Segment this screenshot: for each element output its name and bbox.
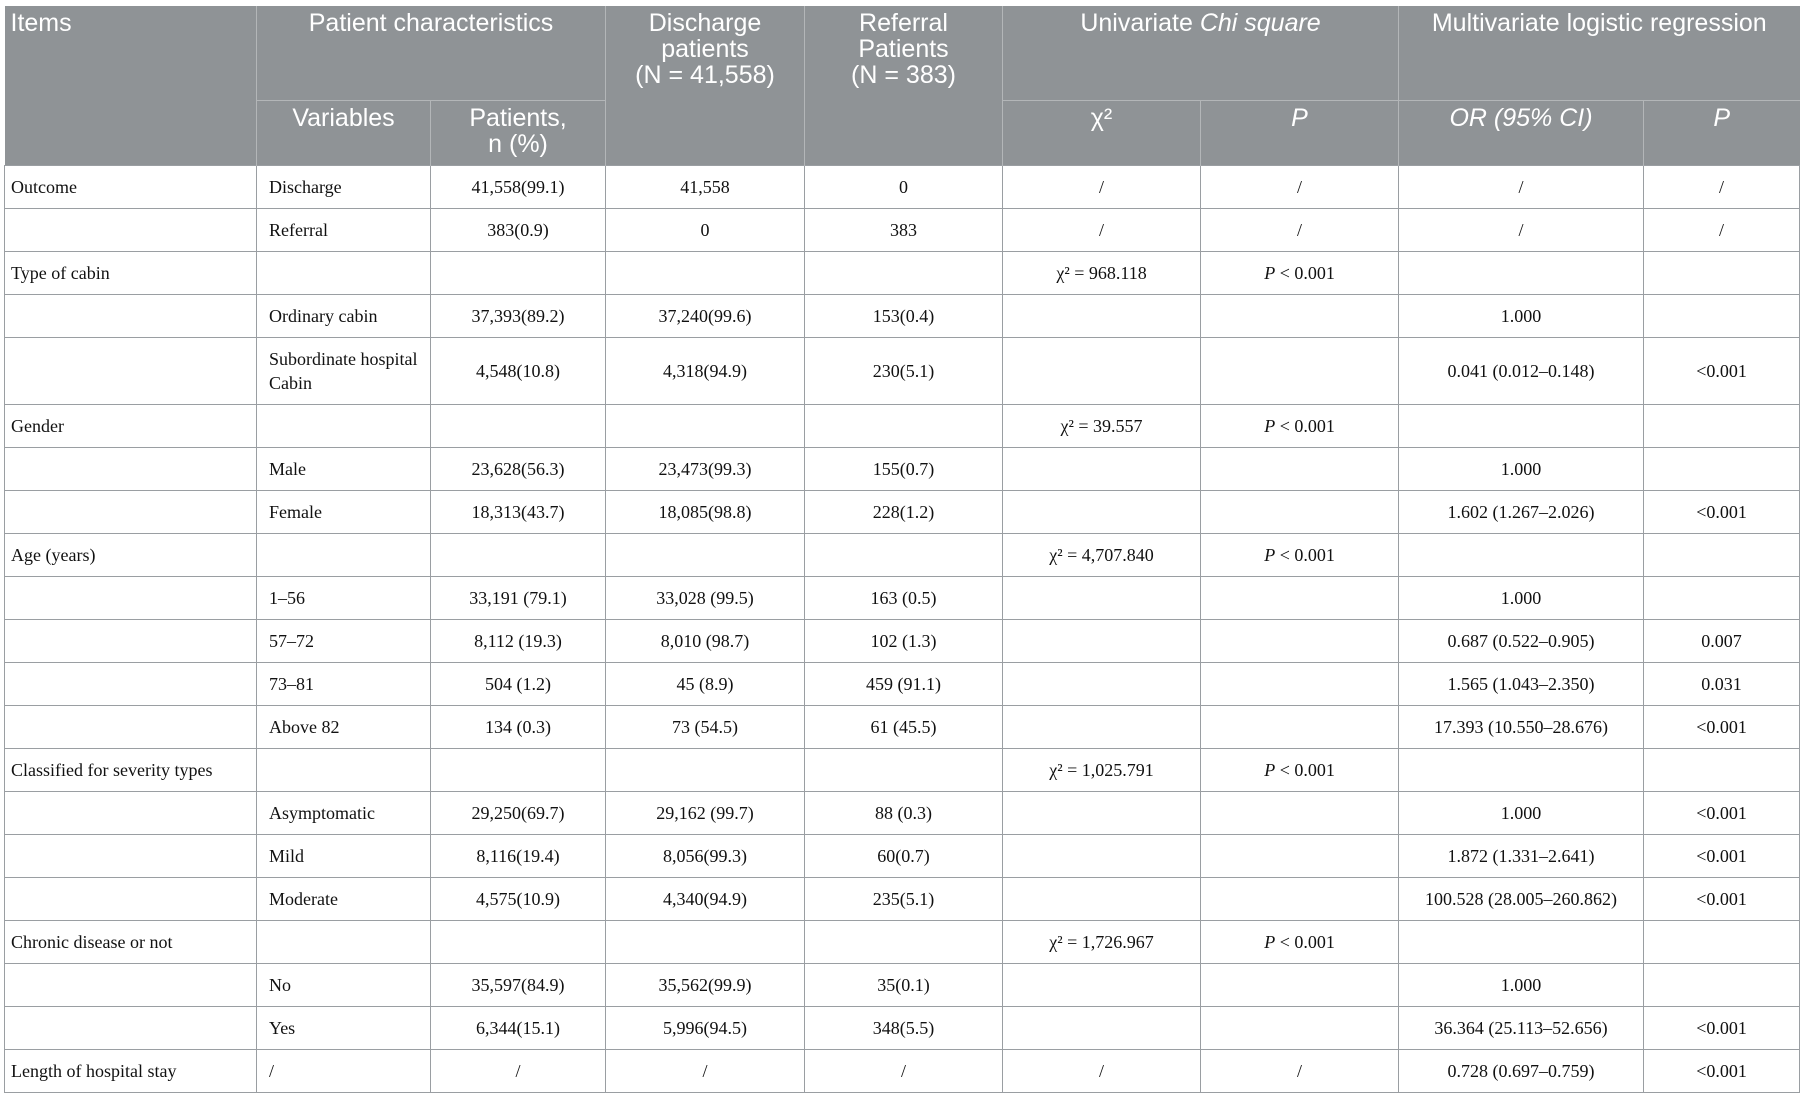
cell-discharge: / xyxy=(606,1050,805,1093)
cell-chi2 xyxy=(1003,878,1201,921)
cell-patients xyxy=(431,534,606,577)
cell-p2: / xyxy=(1644,166,1800,209)
cell-item xyxy=(5,577,257,620)
header-discharge-patients xyxy=(606,6,805,166)
cell-item xyxy=(5,209,257,252)
cell-chi2 xyxy=(1003,338,1201,405)
cell-referral xyxy=(805,534,1003,577)
cell-variable: Moderate xyxy=(257,878,431,921)
cell-p xyxy=(1201,338,1399,405)
cell-referral: 348(5.5) xyxy=(805,1007,1003,1050)
cell-patients: 8,116(19.4) xyxy=(431,835,606,878)
cell-patients: 4,548(10.8) xyxy=(431,338,606,405)
cell-p2 xyxy=(1644,448,1800,491)
header-p2: P xyxy=(1644,101,1800,166)
cell-chi2: / xyxy=(1003,1050,1201,1093)
cell-discharge: 41,558 xyxy=(606,166,805,209)
cell-or-ci: 1.000 xyxy=(1399,448,1644,491)
cell-p: / xyxy=(1201,209,1399,252)
table-row xyxy=(5,448,1800,491)
cell-variable xyxy=(257,749,431,792)
header-discharge-line1: Discharge xyxy=(648,9,762,37)
table-row xyxy=(5,835,1800,878)
cell-discharge: 18,085(98.8) xyxy=(606,491,805,534)
cell-discharge: 4,318(94.9) xyxy=(606,338,805,405)
cell-patients: 504 (1.2) xyxy=(431,663,606,706)
cell-or-ci: 17.393 (10.550–28.676) xyxy=(1399,706,1644,749)
header-p: P xyxy=(1201,101,1399,166)
table-row xyxy=(5,620,1800,663)
results-table xyxy=(4,6,1800,1093)
table-row xyxy=(5,878,1800,921)
cell-item xyxy=(5,491,257,534)
cell-item: Chronic disease or not xyxy=(5,921,257,964)
cell-item xyxy=(5,295,257,338)
cell-or-ci xyxy=(1399,749,1644,792)
cell-p xyxy=(1201,792,1399,835)
cell-patients xyxy=(431,405,606,448)
cell-patients: 4,575(10.9) xyxy=(431,878,606,921)
cell-or-ci: / xyxy=(1399,209,1644,252)
header-referral-line1: Referral xyxy=(859,9,948,37)
cell-variable xyxy=(257,252,431,295)
table-row xyxy=(5,577,1800,620)
cell-p2: <0.001 xyxy=(1644,792,1800,835)
cell-patients xyxy=(431,749,606,792)
table-row xyxy=(5,166,1800,209)
cell-variable xyxy=(257,405,431,448)
header-patients-line1: Patients, xyxy=(469,104,567,132)
cell-p: P < 0.001 xyxy=(1201,921,1399,964)
cell-discharge: 5,996(94.5) xyxy=(606,1007,805,1050)
cell-p2: 0.007 xyxy=(1644,620,1800,663)
cell-chi2 xyxy=(1003,835,1201,878)
cell-discharge xyxy=(606,252,805,295)
cell-referral: 88 (0.3) xyxy=(805,792,1003,835)
header-discharge-n: (N = 41,558) xyxy=(635,61,775,89)
cell-p2: <0.001 xyxy=(1644,706,1800,749)
cell-or-ci: 0.041 (0.012–0.148) xyxy=(1399,338,1644,405)
cell-patients xyxy=(431,921,606,964)
cell-p2: <0.001 xyxy=(1644,1007,1800,1050)
cell-referral: 35(0.1) xyxy=(805,964,1003,1007)
results-table-container xyxy=(4,6,1799,1093)
cell-p: P < 0.001 xyxy=(1201,252,1399,295)
header-discharge-line2: patients xyxy=(661,35,749,63)
cell-p2 xyxy=(1644,921,1800,964)
cell-or-ci xyxy=(1399,252,1644,295)
table-row xyxy=(5,534,1800,577)
table-row xyxy=(5,1007,1800,1050)
cell-patients: 23,628(56.3) xyxy=(431,448,606,491)
cell-or-ci xyxy=(1399,534,1644,577)
cell-chi2: / xyxy=(1003,166,1201,209)
cell-p xyxy=(1201,577,1399,620)
cell-referral xyxy=(805,749,1003,792)
cell-referral xyxy=(805,252,1003,295)
cell-variable xyxy=(257,921,431,964)
cell-p xyxy=(1201,1007,1399,1050)
cell-chi2: / xyxy=(1003,209,1201,252)
cell-item xyxy=(5,835,257,878)
table-row xyxy=(5,792,1800,835)
cell-p: P < 0.001 xyxy=(1201,405,1399,448)
cell-p2: <0.001 xyxy=(1644,878,1800,921)
table-row xyxy=(5,706,1800,749)
cell-p2 xyxy=(1644,964,1800,1007)
cell-variable: Male xyxy=(257,448,431,491)
cell-referral xyxy=(805,921,1003,964)
cell-discharge: 73 (54.5) xyxy=(606,706,805,749)
cell-referral: 153(0.4) xyxy=(805,295,1003,338)
cell-discharge: 35,562(99.9) xyxy=(606,964,805,1007)
cell-patients: / xyxy=(431,1050,606,1093)
cell-chi2 xyxy=(1003,491,1201,534)
cell-or-ci: 1.565 (1.043–2.350) xyxy=(1399,663,1644,706)
header-variables: Variables xyxy=(257,101,431,166)
cell-discharge xyxy=(606,534,805,577)
cell-item xyxy=(5,1007,257,1050)
table-row xyxy=(5,964,1800,1007)
cell-chi2: χ² = 4,707.840 xyxy=(1003,534,1201,577)
cell-chi2: χ² = 968.118 xyxy=(1003,252,1201,295)
cell-patients: 383(0.9) xyxy=(431,209,606,252)
cell-p2: <0.001 xyxy=(1644,491,1800,534)
cell-chi2: χ² = 39.557 xyxy=(1003,405,1201,448)
cell-or-ci: 0.687 (0.522–0.905) xyxy=(1399,620,1644,663)
cell-referral: 228(1.2) xyxy=(805,491,1003,534)
cell-chi2 xyxy=(1003,706,1201,749)
cell-item xyxy=(5,964,257,1007)
cell-or-ci: 1.000 xyxy=(1399,964,1644,1007)
cell-or-ci: 1.000 xyxy=(1399,792,1644,835)
cell-chi2 xyxy=(1003,792,1201,835)
cell-discharge: 45 (8.9) xyxy=(606,663,805,706)
cell-patients: 33,191 (79.1) xyxy=(431,577,606,620)
cell-patients: 6,344(15.1) xyxy=(431,1007,606,1050)
cell-variable: Ordinary cabin xyxy=(257,295,431,338)
cell-p xyxy=(1201,620,1399,663)
cell-p2 xyxy=(1644,295,1800,338)
cell-variable: 57–72 xyxy=(257,620,431,663)
cell-discharge: 29,162 (99.7) xyxy=(606,792,805,835)
cell-p xyxy=(1201,295,1399,338)
cell-referral: 230(5.1) xyxy=(805,338,1003,405)
cell-p2: <0.001 xyxy=(1644,1050,1800,1093)
cell-p2: <0.001 xyxy=(1644,835,1800,878)
cell-variable: Mild xyxy=(257,835,431,878)
cell-or-ci: 36.364 (25.113–52.656) xyxy=(1399,1007,1644,1050)
cell-referral: 163 (0.5) xyxy=(805,577,1003,620)
cell-item: Length of hospital stay xyxy=(5,1050,257,1093)
cell-referral: 155(0.7) xyxy=(805,448,1003,491)
cell-p xyxy=(1201,964,1399,1007)
cell-variable: Referral xyxy=(257,209,431,252)
cell-p xyxy=(1201,878,1399,921)
cell-item xyxy=(5,706,257,749)
header-referral-n: (N = 383) xyxy=(851,61,956,89)
cell-p: P < 0.001 xyxy=(1201,534,1399,577)
cell-item xyxy=(5,338,257,405)
cell-patients: 35,597(84.9) xyxy=(431,964,606,1007)
cell-patients: 18,313(43.7) xyxy=(431,491,606,534)
cell-discharge xyxy=(606,749,805,792)
cell-discharge: 8,056(99.3) xyxy=(606,835,805,878)
cell-p xyxy=(1201,706,1399,749)
table-header xyxy=(5,6,1800,166)
cell-item: Gender xyxy=(5,405,257,448)
header-or-ci: OR (95% CI) xyxy=(1399,101,1644,166)
cell-p2 xyxy=(1644,534,1800,577)
cell-p: / xyxy=(1201,166,1399,209)
cell-p2 xyxy=(1644,749,1800,792)
table-row xyxy=(5,405,1800,448)
cell-variable: 73–81 xyxy=(257,663,431,706)
table-row xyxy=(5,749,1800,792)
table-row xyxy=(5,663,1800,706)
cell-variable: Above 82 xyxy=(257,706,431,749)
cell-p: P < 0.001 xyxy=(1201,749,1399,792)
cell-p: / xyxy=(1201,1050,1399,1093)
cell-or-ci: 0.728 (0.697–0.759) xyxy=(1399,1050,1644,1093)
cell-item xyxy=(5,448,257,491)
cell-patients: 29,250(69.7) xyxy=(431,792,606,835)
table-body xyxy=(5,166,1800,1093)
table-row xyxy=(5,209,1800,252)
cell-variable xyxy=(257,534,431,577)
cell-or-ci xyxy=(1399,921,1644,964)
cell-patients: 134 (0.3) xyxy=(431,706,606,749)
header-chi2: χ² xyxy=(1003,101,1201,166)
cell-chi2 xyxy=(1003,620,1201,663)
cell-item: Outcome xyxy=(5,166,257,209)
cell-discharge: 23,473(99.3) xyxy=(606,448,805,491)
cell-patients: 37,393(89.2) xyxy=(431,295,606,338)
cell-referral xyxy=(805,405,1003,448)
cell-discharge: 4,340(94.9) xyxy=(606,878,805,921)
header-patient-characteristics: Patient characteristics xyxy=(257,6,606,101)
cell-item xyxy=(5,878,257,921)
cell-chi2 xyxy=(1003,295,1201,338)
cell-referral: 0 xyxy=(805,166,1003,209)
cell-p2: / xyxy=(1644,209,1800,252)
cell-or-ci: 1.000 xyxy=(1399,295,1644,338)
header-univariate xyxy=(1003,6,1399,101)
cell-or-ci: 1.000 xyxy=(1399,577,1644,620)
cell-variable: 1–56 xyxy=(257,577,431,620)
cell-referral: 383 xyxy=(805,209,1003,252)
cell-discharge xyxy=(606,405,805,448)
header-univariate-prefix: Univariate xyxy=(1080,9,1200,37)
cell-chi2 xyxy=(1003,663,1201,706)
cell-p xyxy=(1201,835,1399,878)
cell-referral: 235(5.1) xyxy=(805,878,1003,921)
cell-p2: <0.001 xyxy=(1644,338,1800,405)
cell-or-ci xyxy=(1399,405,1644,448)
cell-patients: 41,558(99.1) xyxy=(431,166,606,209)
cell-p2 xyxy=(1644,405,1800,448)
header-multivariate: Multivariate logistic regression xyxy=(1399,6,1800,101)
cell-p2 xyxy=(1644,577,1800,620)
cell-variable: / xyxy=(257,1050,431,1093)
cell-chi2: χ² = 1,726.967 xyxy=(1003,921,1201,964)
cell-variable: No xyxy=(257,964,431,1007)
header-univariate-italic: Chi square xyxy=(1199,9,1321,37)
cell-variable: Subordinate hospital Cabin xyxy=(257,338,431,405)
cell-p xyxy=(1201,663,1399,706)
cell-p xyxy=(1201,448,1399,491)
cell-discharge: 33,028 (99.5) xyxy=(606,577,805,620)
cell-referral: 61 (45.5) xyxy=(805,706,1003,749)
cell-item xyxy=(5,620,257,663)
cell-discharge: 8,010 (98.7) xyxy=(606,620,805,663)
cell-item: Age (years) xyxy=(5,534,257,577)
cell-variable: Asymptomatic xyxy=(257,792,431,835)
cell-referral: 102 (1.3) xyxy=(805,620,1003,663)
cell-p xyxy=(1201,491,1399,534)
cell-or-ci: / xyxy=(1399,166,1644,209)
cell-item: Type of cabin xyxy=(5,252,257,295)
cell-or-ci: 1.602 (1.267–2.026) xyxy=(1399,491,1644,534)
table-row xyxy=(5,252,1800,295)
cell-referral: 459 (91.1) xyxy=(805,663,1003,706)
cell-or-ci: 1.872 (1.331–2.641) xyxy=(1399,835,1644,878)
cell-item xyxy=(5,663,257,706)
cell-patients xyxy=(431,252,606,295)
cell-variable: Yes xyxy=(257,1007,431,1050)
cell-or-ci: 100.528 (28.005–260.862) xyxy=(1399,878,1644,921)
cell-referral: 60(0.7) xyxy=(805,835,1003,878)
header-referral-line2: Patients xyxy=(858,35,949,63)
cell-p2: 0.031 xyxy=(1644,663,1800,706)
header-items: Items xyxy=(5,6,257,166)
cell-item xyxy=(5,792,257,835)
cell-chi2 xyxy=(1003,964,1201,1007)
cell-chi2 xyxy=(1003,448,1201,491)
table-row xyxy=(5,338,1800,405)
header-patients-n xyxy=(431,101,606,166)
cell-p2 xyxy=(1644,252,1800,295)
cell-chi2: χ² = 1,025.791 xyxy=(1003,749,1201,792)
table-row xyxy=(5,295,1800,338)
cell-discharge: 37,240(99.6) xyxy=(606,295,805,338)
cell-item: Classified for severity types xyxy=(5,749,257,792)
cell-discharge: 0 xyxy=(606,209,805,252)
cell-patients: 8,112 (19.3) xyxy=(431,620,606,663)
cell-referral: / xyxy=(805,1050,1003,1093)
table-row xyxy=(5,1050,1800,1093)
table-row xyxy=(5,491,1800,534)
header-referral-patients xyxy=(805,6,1003,166)
header-patients-line2: n (%) xyxy=(488,130,548,158)
cell-variable: Discharge xyxy=(257,166,431,209)
cell-chi2 xyxy=(1003,577,1201,620)
cell-discharge xyxy=(606,921,805,964)
cell-chi2 xyxy=(1003,1007,1201,1050)
cell-variable: Female xyxy=(257,491,431,534)
table-row xyxy=(5,921,1800,964)
